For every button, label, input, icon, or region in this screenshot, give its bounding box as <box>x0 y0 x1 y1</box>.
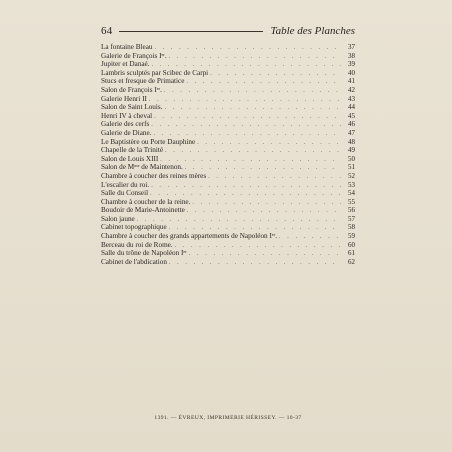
dot-leader <box>150 190 341 198</box>
toc-entry-page: 56 <box>348 206 355 215</box>
toc-entry-title: Galerie de Diane. <box>101 128 152 137</box>
toc-entry-title: Salon de Louis XIII <box>101 154 159 163</box>
dot-leader <box>160 156 341 164</box>
toc-entry-title: Chambre à coucher des reines mères <box>101 171 207 180</box>
dot-leader <box>137 216 341 224</box>
toc-entry-page: 37 <box>348 43 355 51</box>
toc-entry-title: Cabinet de l'abdication <box>101 257 167 266</box>
toc-entry <box>101 155 355 164</box>
toc-entry-page: 45 <box>348 111 355 120</box>
toc-entry <box>101 223 355 232</box>
toc-entry-page: 49 <box>348 146 355 155</box>
toc-entry <box>101 120 355 129</box>
dot-leader <box>169 259 341 267</box>
toc-entry <box>101 198 355 207</box>
toc-entry <box>101 181 355 190</box>
toc-entry-title: Salon de Mᵐᵉ de Maintenon. <box>101 163 183 172</box>
toc-entry <box>101 86 355 95</box>
dot-leader <box>165 104 342 112</box>
toc-entry-title: Stucs et fresque de Primatice <box>101 77 185 86</box>
toc-entry-page: 38 <box>348 51 355 60</box>
toc-entry-page: 39 <box>348 60 355 69</box>
table-of-plates <box>101 43 355 266</box>
dot-leader <box>154 113 341 121</box>
toc-entry <box>101 241 355 250</box>
toc-entry-title: Chambre à coucher de la reine. <box>101 197 191 206</box>
toc-entry-page: 62 <box>348 257 355 266</box>
toc-entry-page: 53 <box>348 180 355 189</box>
toc-entry-page: 47 <box>348 128 355 137</box>
dot-leader <box>164 87 341 95</box>
toc-entry <box>101 172 355 181</box>
toc-entry-title: La fontaine Bleau <box>101 43 153 51</box>
toc-entry-title: Galerie Henri II <box>101 94 147 103</box>
dot-leader <box>165 147 341 155</box>
toc-entry-title: Henri IV à cheval <box>101 111 153 120</box>
dot-leader <box>185 164 341 172</box>
dot-leader <box>151 121 341 129</box>
toc-entry <box>101 232 355 241</box>
toc-entry-page: 43 <box>348 94 355 103</box>
toc-entry-title: Salon jaune <box>101 214 135 223</box>
toc-entry-page: 54 <box>348 189 355 198</box>
toc-entry-page: 51 <box>348 163 355 172</box>
toc-entry-page: 44 <box>348 103 355 112</box>
toc-entry-title: Salon de François Iᵉʳ. <box>101 85 162 94</box>
toc-entry <box>101 206 355 215</box>
toc-entry <box>101 189 355 198</box>
toc-entry-title: Salon de Saint Louis. <box>101 103 163 112</box>
dot-leader <box>155 44 342 52</box>
dot-leader <box>279 233 341 241</box>
dot-leader <box>189 250 341 258</box>
header-rule <box>119 31 263 32</box>
toc-entry-title: Salle du trône de Napoléon Iᵉʳ <box>101 249 187 258</box>
page-number: 64 <box>101 25 113 37</box>
toc-entry-page: 46 <box>348 120 355 129</box>
toc-entry <box>101 129 355 138</box>
toc-entry-title: Chambre à coucher des grands appartements de Napoléon Iᵉʳ. <box>101 232 278 241</box>
toc-entry-title: Lambris sculptés par Scibec de Carpi <box>101 68 209 77</box>
toc-entry-page: 60 <box>348 240 355 249</box>
running-title: Table des Planches <box>270 25 355 37</box>
toc-entry-title: Cabinet topographique <box>101 223 167 232</box>
dot-leader <box>154 130 342 138</box>
toc-entry-title: Galerie des cerfs <box>101 120 150 129</box>
dot-leader <box>169 53 341 61</box>
toc-entry-title: Le Baptistère ou Porte Dauphine <box>101 137 196 146</box>
toc-entry-page: 52 <box>348 171 355 180</box>
dot-leader <box>187 207 341 215</box>
toc-entry-page: 58 <box>348 223 355 232</box>
toc-entry-page: 50 <box>348 154 355 163</box>
printer-imprint: 1391. — ÉVREUX, IMPRIMERIE HÉRISSEY. — 10-37 <box>154 415 302 421</box>
toc-entry-title: Berceau du roi de Rome. <box>101 240 173 249</box>
toc-entry <box>101 163 355 172</box>
toc-entry-page: 61 <box>348 249 355 258</box>
toc-entry <box>101 52 355 61</box>
toc-entry-title: Chapelle de la Trinité <box>101 146 164 155</box>
toc-entry-page: 48 <box>348 137 355 146</box>
toc-entry-title: Salle du Conseil <box>101 189 149 198</box>
toc-entry <box>101 60 355 69</box>
page-header <box>101 24 355 40</box>
dot-leader <box>151 182 341 190</box>
toc-entry-title: L'escalier du roi. <box>101 180 150 189</box>
toc-entry-page: 55 <box>348 197 355 206</box>
toc-entry <box>101 146 355 155</box>
dot-leader <box>175 242 341 250</box>
dot-leader <box>208 173 341 181</box>
toc-entry-title: Galerie de François Iᵉʳ. <box>101 51 167 60</box>
toc-entry-page: 40 <box>348 68 355 77</box>
toc-entry <box>101 215 355 224</box>
toc-entry <box>101 95 355 104</box>
dot-leader <box>210 70 341 78</box>
toc-entry <box>101 249 355 258</box>
toc-entry-page: 57 <box>348 214 355 223</box>
toc-entry <box>101 69 355 78</box>
toc-entry-page: 42 <box>348 85 355 94</box>
dot-leader <box>197 139 341 147</box>
toc-entry <box>101 43 355 52</box>
dot-leader <box>149 96 341 104</box>
toc-entry <box>101 138 355 147</box>
toc-entry-title: Jupiter et Danaé. <box>101 60 150 69</box>
toc-entry <box>101 103 355 112</box>
toc-entry-page: 59 <box>348 232 355 241</box>
toc-entry-page: 41 <box>348 77 355 86</box>
toc-entry <box>101 112 355 121</box>
dot-leader <box>186 78 341 86</box>
dot-leader <box>169 224 341 232</box>
toc-entry <box>101 77 355 86</box>
dot-leader <box>192 199 341 207</box>
dot-leader <box>152 61 342 69</box>
toc-entry <box>101 258 355 267</box>
toc-entry-title: Boudoir de Marie-Antoinette <box>101 206 185 215</box>
